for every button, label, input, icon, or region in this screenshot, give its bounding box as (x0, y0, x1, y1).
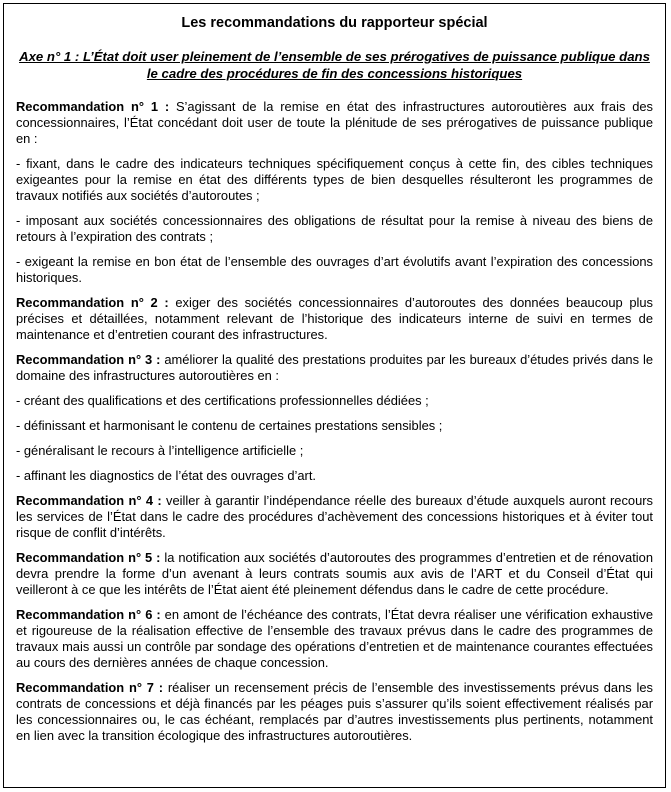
recommendation-label: Recommandation n° 7 : (16, 680, 164, 695)
recommendation-label: Recommandation n° 2 : (16, 295, 169, 310)
recommendation-1 (16, 99, 653, 147)
recommendation-bullet: - généralisant le recours à l’intelligence artificielle ; (16, 443, 304, 458)
recommendation-text: la notification aux sociétés d’autoroutes des programmes d’entretien et de rénovation devra prendre la forme d’un avenant à leurs contrats soumis aux avis de l’ART et du Conseil d’État qui veilleront à ce que les intérêts de l’État aient été pleinement défendus dans le cadre de cette procédure. (16, 550, 654, 597)
recommendation-text: améliorer la qualité des prestations produites par les bureaux d’études privés dans le domaine des infrastructures autoroutières en : (16, 352, 653, 383)
recommendation-6 (16, 607, 653, 671)
recommendation-label: Recommandation n° 1 : (16, 99, 170, 114)
recommendation-label: Recommandation n° 5 : (16, 550, 161, 565)
recommendation-label: Recommandation n° 6 : (16, 607, 161, 622)
recommendation-label: Recommandation n° 3 : (16, 352, 161, 367)
recommendation-4 (16, 493, 653, 541)
recommendation-bullet: - imposant aux sociétés concessionnaires des obligations de résultat pour la remise à niveau des biens de retours à l’expiration des contrats ; (16, 213, 653, 244)
recommendation-text: veiller à garantir l’indépendance réelle des bureaux d’étude auxquels auront recours les services de l’État dans le cadre des procédures d’achèvement des concessions historiques et à éviter tout risque de conflit d’intérêts. (16, 493, 653, 540)
recommendation-3 (16, 352, 653, 384)
recommendation-text: S’agissant de la remise en état des infrastructures autoroutières aux frais des concessionnaires, l’État concédant doit user de toute la plénitude de ses prérogatives de puissance publique en : (16, 99, 653, 146)
box-title: Les recommandations du rapporteur spécial (181, 15, 488, 31)
axe-heading: Axe n° 1 : L’État doit user pleinement de l’ensemble de ses prérogatives de puissance publique dans le cadre des procédures de fin des concessions historiques (19, 49, 650, 81)
recommendation-text: exiger des sociétés concessionnaires d’autoroutes des données beaucoup plus précises et détaillées, notamment relevant de l’historique des indicateurs interne de suivi en termes de maintenance et d’entretien courant des infrastructures. (16, 295, 653, 342)
recommendations-box (3, 3, 666, 788)
recommendation-7 (16, 680, 653, 744)
recommendation-2 (16, 295, 653, 343)
recommendation-text: réaliser un recensement précis de l’ensemble des investissements prévus dans les contrats de concessions et déjà financés par les péages puis s’assurer qu’ils soient effectivement réalisés par les concessionnaires ou, le cas échéant, remplacés par d’autres investissements plus pertinents, notamment en lien avec la transition écologique des infrastructures autoroutières. (16, 680, 653, 743)
recommendation-bullet: - affinant les diagnostics de l’état des ouvrages d’art. (16, 468, 317, 483)
recommendation-bullet: - créant des qualifications et des certifications professionnelles dédiées ; (16, 393, 429, 408)
recommendation-5 (16, 550, 653, 598)
recommendation-bullet: - exigeant la remise en bon état de l’ensemble des ouvrages d’art évolutifs avant l’expiration des concessions historiques. (16, 254, 653, 285)
recommendation-bullet: - définissant et harmonisant le contenu de certaines prestations sensibles ; (16, 418, 443, 433)
recommendation-bullet: - fixant, dans le cadre des indicateurs techniques spécifiquement conçus à cette fin, des cibles techniques exigeantes pour la remise en état des différents types de bien desquelles résulteront les programmes de travaux notifiés aux sociétés d’autoroutes ; (16, 156, 653, 203)
recommendation-text: en amont de l’échéance des contrats, l’État devra réaliser une vérification exhaustive et rigoureuse de la réalisation effective de l’ensemble des travaux prévus dans le cadre des programmes de travaux mais aussi un contrôle par sondage des opérations d’entretien et de maintenance courantes effectuées au cours des dernières années de chaque concession. (16, 607, 653, 670)
recommendation-label: Recommandation n° 4 : (16, 493, 162, 508)
